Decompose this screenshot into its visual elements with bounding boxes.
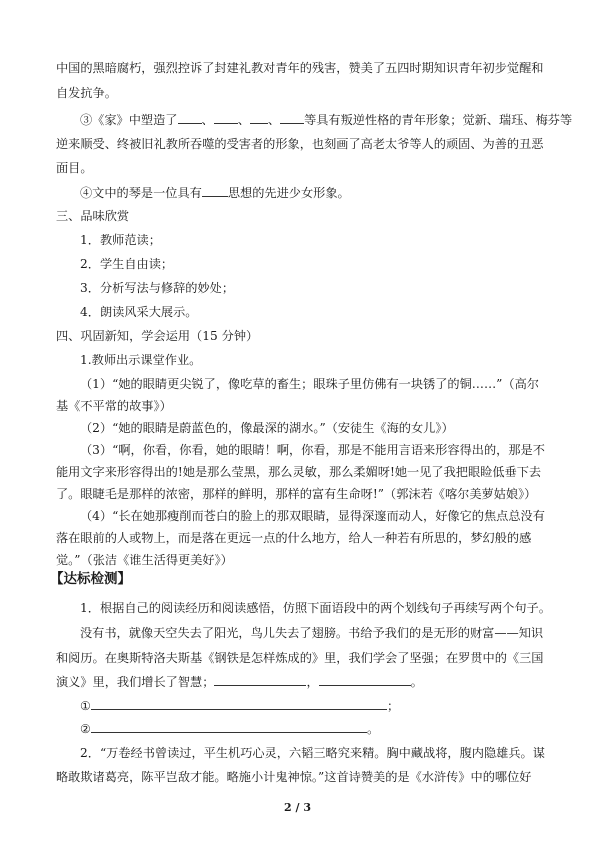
fill-in-question-4 <box>80 184 350 201</box>
answer-line-2 <box>80 720 379 737</box>
answer-blank[interactable] <box>214 111 238 124</box>
separator: 、 <box>201 113 214 127</box>
quote-line: 基《不平常的故事》） <box>56 399 172 413</box>
quote-line: 落在眼前的人或物上，而是落在更远一点的什么地方，给人一种若有所思的，梦幻般的感 <box>56 531 532 545</box>
quote-line: 觉。”（张洁《谁生活得更美好》） <box>56 553 233 567</box>
passage-text: 演义》里，我们增长了智慧； <box>56 675 215 689</box>
answer-blank[interactable] <box>319 673 411 686</box>
list-item: 3．分析写法与修辞的妙处； <box>80 281 235 295</box>
question-text: 等具有叛逆性格的青年形象；觉新、瑞珏、梅芬等 <box>304 113 573 127</box>
question-line: 1．根据自己的阅读经历和阅读感悟，仿照下面语段中的两个划线句子再续写两个句子。 <box>80 601 551 615</box>
body-line: 逆来顺受、终被旧礼教所吞噬的受害者的形象，也刻画了高老太爷等人的顽固、为善的丑恶 <box>56 137 544 151</box>
answer-blank[interactable] <box>178 111 202 124</box>
separator: 。 <box>366 722 380 736</box>
question-line: 略敢欺诸葛亮，陈平岂敌才能。略施小计鬼神惊。”这首诗赞美的是《水浒传》中的哪位好 <box>56 770 532 784</box>
question-text: ④文中的琴是一位具有 <box>80 186 202 200</box>
answer-blank[interactable] <box>91 720 367 733</box>
section-title: 【达标检测】 <box>50 571 131 587</box>
list-item: 2．学生自由读； <box>80 257 174 271</box>
answer-marker: ② <box>80 722 91 736</box>
quote-line: 了。眼睫毛是那样的浓密，那样的鲜明，那样的富有生命呀!”（郭沫若《喀尔美萝姑娘》） <box>56 487 537 501</box>
list-item: 4．朗读风采大展示。 <box>80 305 198 319</box>
answer-blank[interactable] <box>202 184 228 197</box>
separator: 、 <box>267 113 281 127</box>
answer-line-1 <box>80 697 399 714</box>
question-text: 思想的先进少女形象。 <box>227 186 350 200</box>
passage-line-with-blanks <box>56 673 423 690</box>
quote-line: （4）“长在她那瘦削而苍白的脸上的那双眼睛，显得深邃而动人，好像它的焦点总没有 <box>80 509 545 523</box>
answer-blank[interactable] <box>214 673 306 686</box>
list-item: 1．教师范读； <box>80 233 161 247</box>
quote-line: 能用文字来形容得出的!她是那么莹黑，那么灵敏，那么柔媚呀!她一见了我把眼睑低垂下去 <box>56 465 542 479</box>
separator: 、 <box>237 113 250 127</box>
body-line: 面目。 <box>56 161 93 175</box>
separator: ， <box>306 675 319 689</box>
separator: ； <box>386 699 400 713</box>
passage-line: 没有书，就像天空失去了阳光，鸟儿失去了翅膀。书给予我们的是无形的财富——知识 <box>80 626 544 640</box>
question-line: 2．“万卷经书曾读过，平生机巧心灵，六韬三略究来精。胸中藏战将，腹内隐雄兵。谋 <box>80 746 545 760</box>
page-number: 2 / 3 <box>284 801 311 814</box>
fill-in-question-3 <box>80 111 572 128</box>
answer-blank[interactable] <box>280 111 304 124</box>
quote-line: （1）“她的眼睛更尖锐了，像吃草的畜生；眼珠子里仿佛有一块锈了的铜……”（高尔 <box>80 377 539 391</box>
answer-blank[interactable] <box>91 697 387 710</box>
answer-marker: ① <box>80 699 91 713</box>
section-heading: 三、品味欣赏 <box>56 209 130 223</box>
body-line: 中国的黑暗腐朽，强烈控诉了封建礼教对青年的残害，赞美了五四时期知识青年初步觉醒和 <box>56 61 544 75</box>
quote-line: （2）“她的眼睛是蔚蓝色的，像最深的湖水。”（安徒生《海的女儿》） <box>80 421 454 435</box>
list-item: 1.教师出示课堂作业。 <box>80 353 202 367</box>
passage-line: 和阅历。在奥斯特洛夫斯基《钢铁是怎样炼成的》里，我们学会了坚强；在罗贯中的《三国 <box>56 651 544 665</box>
body-line: 自发抗争。 <box>56 86 117 100</box>
question-text: ③《家》中塑造了 <box>80 113 178 127</box>
separator: 。 <box>410 675 423 689</box>
section-heading: 四、巩固新知，学会运用（15 分钟） <box>56 329 259 343</box>
quote-line: （3）“啊，你看，你看，她的眼睛！啊，你看，那是不能用言语来形容得出的，那是不 <box>80 443 545 457</box>
answer-blank[interactable] <box>250 111 268 124</box>
